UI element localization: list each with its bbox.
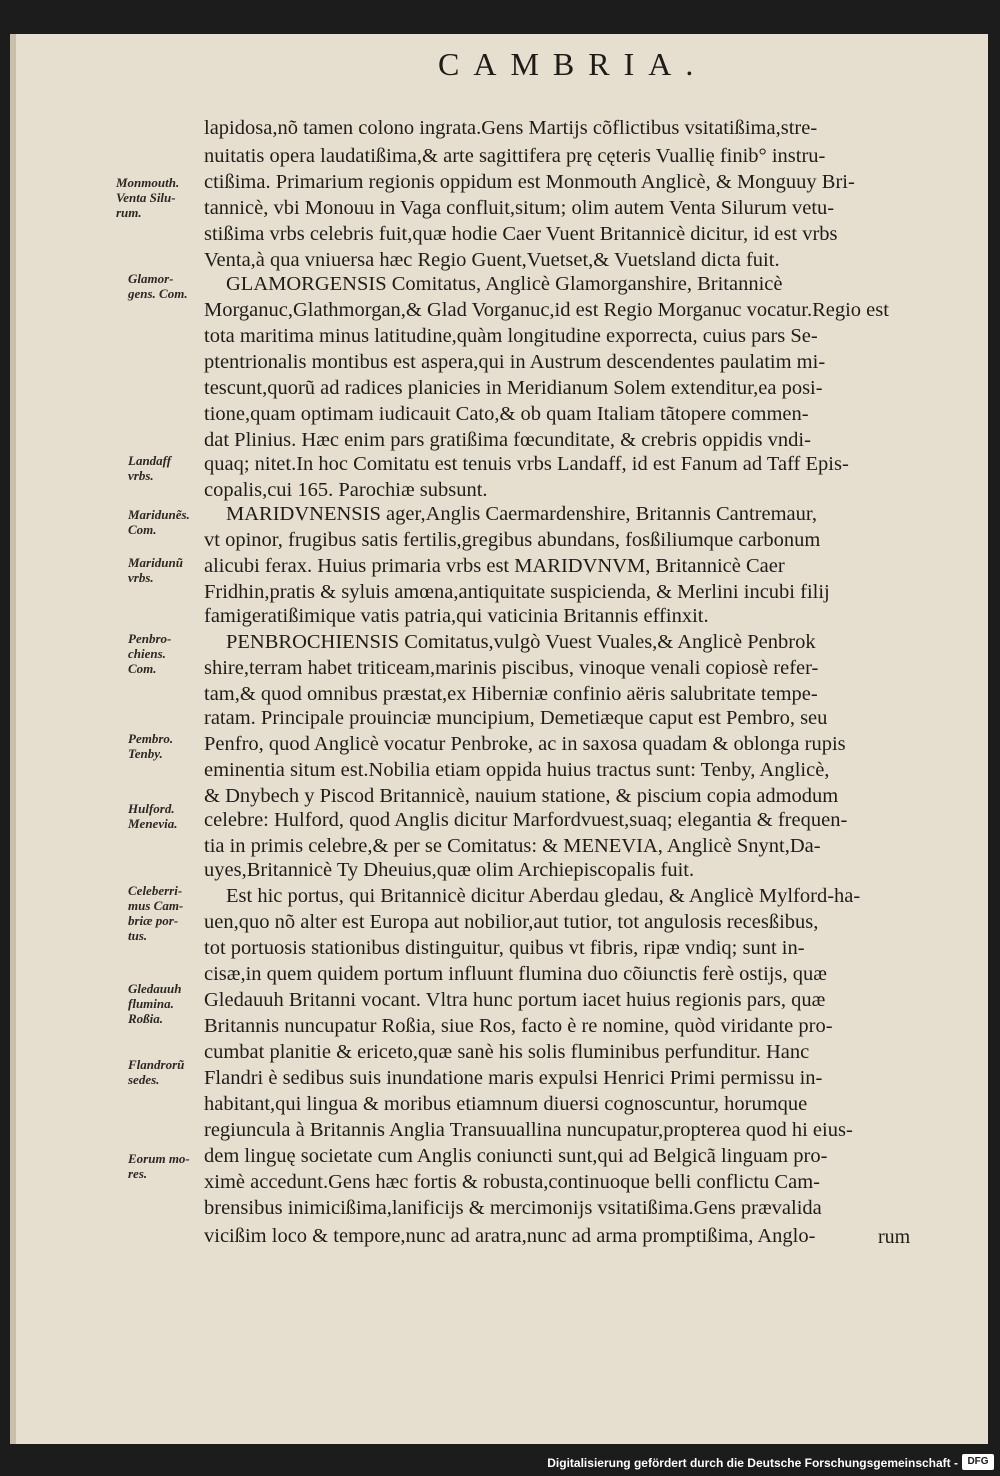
body-line: celebre: Hulford, quod Anglis dicitur Marfordvuest,suaq; elegantia & frequen- [204,810,848,831]
body-line: vicißim loco & tempore,nunc ad aratra,nunc ad arma promptißima, Anglo- [204,1226,816,1247]
body-line: dem linguę societate cum Anglis coniuncti sunt,qui ad Belgicã linguam pro- [204,1146,828,1167]
body-line: Penfro, quod Anglicè vocatur Penbroke, ac in saxosa quadam & oblonga rupis [204,734,846,755]
body-line: tia in primis celebre,& per se Comitatus: & MENEVIA, Anglicè Snynt,Da- [204,836,821,857]
body-line: ratam. Principale prouinciæ muncipium, Demetiæque caput est Pembro, seu [204,708,828,729]
body-line: GLAMORGENSIS Comitatus, Anglicè Glamorganshire, Britannicè [226,274,783,295]
body-line: & Dnybech y Piscod Britannicè, nauium statione, & piscium copia admodum [204,786,839,807]
body-line: habitant,qui lingua & moribus etiamnum diuersi cognoscuntur, horumque [204,1094,808,1115]
body-line: nuitatis opera laudatißima,& arte sagittifera prę cęteris Vuallię finib° instru- [204,146,826,167]
body-line: tam,& quod omnibus præstat,ex Hiberniæ confinio aëris salubritate tempe- [204,684,818,705]
body-line: tescunt,quorũ ad radices planicies in Meridianum Solem extenditur,ea posi- [204,378,823,399]
margin-note: Penbro- chiens. Com. [128,631,172,676]
body-line: tota maritima minus latitudine,quàm longitudine exporrecta, cuius pars Se- [204,326,818,347]
body-line: MARIDVNENSIS ager,Anglis Caermardenshire, Britannis Cantremaur, [226,504,818,525]
body-line: Venta,à qua vniuersa hæc Regio Guent,Vuetset,& Vuetsland dicta fuit. [204,250,780,271]
body-line: eminentia situm est.Nobilia etiam oppida huius tractus sunt: Tenby, Anglicè, [204,760,830,781]
body-line: tot portuosis stationibus distinguitur, quibus vt fibris, ripæ vndiq; sunt in- [204,938,805,959]
margin-note: Flandrorũ sedes. [128,1057,185,1087]
body-line: uyes,Britannicè Ty Dheuius,quæ olim Archiepiscopalis fuit. [204,860,695,881]
body-line: ctißima. Primarium regionis oppidum est Monmouth Anglicè, & Monguuy Bri- [204,172,855,193]
margin-note: Hulford. Menevia. [128,801,178,831]
body-line: ximè accedunt.Gens hæc fortis & robusta,continuoque belli conflictu Cam- [204,1172,820,1193]
body-line: Est hic portus, qui Britannicè dicitur Aberdau gledau, & Anglicè Mylford-ha- [226,886,861,907]
body-line: Flandri è sedibus suis inundatione maris expulsi Henrici Primi permissu in- [204,1068,823,1089]
margin-note: Maridunũ vrbs. [128,555,183,585]
body-line: stißima vrbs celebris fuit,quæ hodie Caer Vuent Britannicè dicitur, id est vrbs [204,224,838,245]
body-line: tannicè, vbi Monouu in Vaga confluit,situm; olim autem Venta Silurum vetu- [204,198,835,219]
body-line: regiuncula à Britannis Anglia Transuuallina nuncupatur,propterea quod hi eius- [204,1120,853,1141]
body-line: brensibus inimicißima,lanificijs & mercimonijs vsitatißima.Gens prævalida [204,1198,822,1219]
catchword: rum [878,1226,911,1248]
body-line: alicubi ferax. Huius primaria vrbs est MARIDVNVM, Britannicè Caer [204,556,785,577]
footer-credit-text: Digitalisierung gefördert durch die Deutsche Forschungsgemeinschaft - [547,1456,958,1470]
body-line: cumbat planitie & ericeto,quæ sanè his solis fluminibus perfunditur. Hanc [204,1042,810,1063]
body-line: cisæ,in quem quidem portum influunt flumina duo cõiunctis ferè ostijs, quæ [204,964,827,985]
footer-bar [0,1450,1000,1476]
body-line: Fridhin,pratis & syluis amœna,antiquitate suspicienda, & Merlini incubi filij [204,582,830,603]
margin-note: Glamor- gens. Com. [128,271,188,301]
running-head: CAMBRIA. [438,46,708,82]
body-line: Morganuc,Glathmorgan,& Glad Vorganuc,id est Regio Morganuc vocatur.Regio est [204,300,889,321]
margin-note: Maridunẽs. Com. [128,507,190,537]
body-line: ptentrionalis montibus est aspera,qui in Austrum descendentes paulatim mi- [204,352,826,373]
body-line: quaq; nitet.In hoc Comitatu est tenuis vrbs Landaff, id est Fanum ad Taff Epis- [204,454,849,475]
body-line: vt opinor, frugibus satis fertilis,gregibus abundans, fosßiliumque carbonum [204,530,821,551]
body-line: lapidosa,nõ tamen colono ingrata.Gens Martijs cõflictibus vsitatißima,stre- [204,118,818,139]
body-line: famigeratißimique vatis patria,qui vaticinia Britannis effinxit. [204,606,709,627]
margin-note: Eorum mo- res. [128,1151,190,1181]
body-line: tione,quam optimam iudicauit Cato,& ob quam Italiam tãtopere commen- [204,404,809,425]
body-line: PENBROCHIENSIS Comitatus,vulgò Vuest Vuales,& Anglicè Penbrok [226,632,816,653]
body-line: Gledauuh Britanni vocant. Vltra hunc portum iacet huius regionis pars, quæ [204,990,826,1011]
margin-note: Landaff vrbs. [128,453,172,483]
body-line: uen,quo nõ alter est Europa aut nobilior,aut tutior, tot angulosis recesßibus, [204,912,819,933]
page-gutter-edge [10,34,16,1444]
body-line: Britannis nuncupatur Roßia, siue Ros, facto è re nomine, quòd viridante pro- [204,1016,833,1037]
body-line: shire,terram habet triticeam,marinis piscibus, vinoque venali copiosè refer- [204,658,819,679]
margin-note: Gledauuh flumina. Roßia. [128,981,182,1026]
margin-note: Pembro. Tenby. [128,731,174,761]
body-line: copalis,cui 165. Parochiæ subsunt. [204,480,488,501]
dfg-logo: DFG [962,1454,994,1470]
margin-note: Celeberri- mus Cam- briæ por- tus. [128,883,184,943]
margin-note: Monmouth. Venta Silu- rum. [116,175,180,220]
body-line: dat Plinius. Hæc enim pars gratißima fœcunditate, & crebris oppidis vndi- [204,430,811,451]
